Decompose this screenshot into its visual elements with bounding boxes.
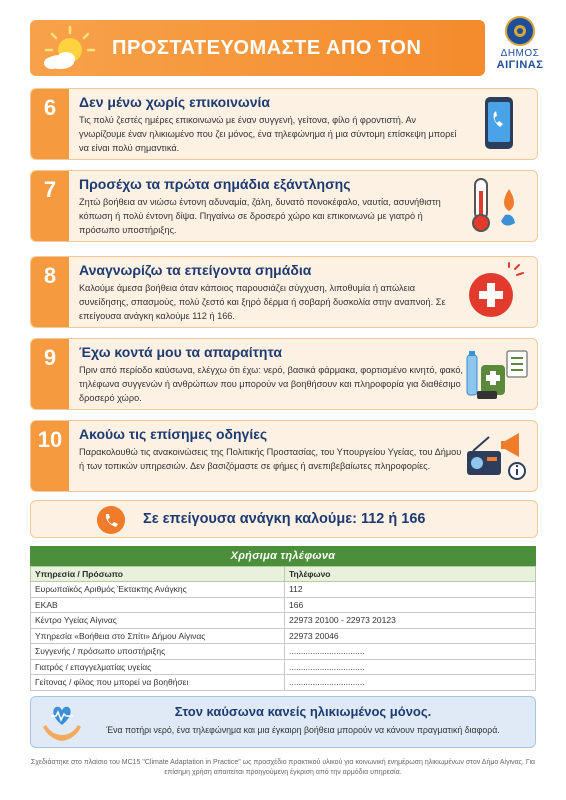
table-cell: Υπηρεσία «Βοήθεια στο Σπίτι» Δήμου Αίγινας <box>31 628 285 644</box>
emergency-text: Σε επείγουσα ανάγκη καλούμε: 112 ή 166 <box>143 511 426 527</box>
table-row <box>31 644 536 660</box>
emergency-kit-icon <box>465 343 531 405</box>
table-cell: Γείτονας / φίλος που μπορεί να βοηθήσει <box>31 675 285 691</box>
tip-number: 8 <box>31 257 69 327</box>
phones-grid <box>30 566 536 691</box>
table-cell: 22973 20046 <box>285 628 536 644</box>
thermometer-icon <box>465 175 531 237</box>
tip-number: 6 <box>31 89 69 159</box>
tip-number: 9 <box>31 339 69 409</box>
table-cell: ΕΚΑΒ <box>31 597 285 613</box>
tip-title: Προσέχω τα πρώτα σημάδια εξάντλησης <box>79 176 351 192</box>
table-cell: Ευρωπαϊκός Αριθμός Έκτακτης Ανάγκης <box>31 582 285 598</box>
table-row <box>31 613 536 629</box>
table-cell: 112 <box>285 582 536 598</box>
column-header: Τηλέφωνο <box>285 567 536 582</box>
logo-line2: ΑΙΓΙΝΑΣ <box>496 59 544 71</box>
tip-body: Πριν από περίοδο καύσωνα, ελέγχω ότι έχω: νερό, βασικά φάρμακα, φορτισμένο κινητό, φακό, τηλέφωνα συγγενών ή ανθρώπων που μπορούν να βοηθήσουν και πληροφορία για διαθέσιμο δροσερό χώρο. <box>79 365 463 403</box>
tip-number: 7 <box>31 171 69 241</box>
tip-card-7 <box>30 170 538 242</box>
tip-number: 10 <box>31 421 69 491</box>
table-cell: Συγγενής / πρόσωπο υποστήριξης <box>31 644 285 660</box>
table-cell: 166 <box>285 597 536 613</box>
phones-table <box>30 546 536 691</box>
radio-megaphone-icon <box>465 425 531 487</box>
table-row <box>31 597 536 613</box>
table-header-row <box>31 567 536 582</box>
tip-card-8 <box>30 256 538 328</box>
tip-card-6 <box>30 88 538 160</box>
column-header: Υπηρεσία / Πρόσωπο <box>31 567 285 582</box>
table-row <box>31 675 536 691</box>
tip-title: Έχω κοντά μου τα απαραίτητα <box>79 344 282 360</box>
table-cell: ................................ <box>285 644 536 660</box>
table-row <box>31 659 536 675</box>
closing-subtitle: Ένα ποτήρι νερό, ένα τηλεφώνημα και μια έγκαιρη βοήθεια μπορούν να κάνουν πραγματική διαφορά. <box>106 725 500 735</box>
phones-table-title: Χρήσιμα τηλέφωνα <box>30 546 536 566</box>
tip-title: Αναγνωρίζω τα επείγοντα σημάδια <box>79 262 312 278</box>
logo-line1: ΔΗΜΟΣ <box>500 48 540 59</box>
table-row <box>31 582 536 598</box>
closing-title: Στον καύσωνα κανείς ηλικιωμένος μόνος. <box>174 704 432 719</box>
table-cell: ................................ <box>285 675 536 691</box>
table-cell: Κέντρο Υγείας Αίγινας <box>31 613 285 629</box>
table-cell: 22973 20100 - 22973 20123 <box>285 613 536 629</box>
first-aid-cross-icon <box>465 261 531 323</box>
tip-card-10 <box>30 420 538 492</box>
tip-body: Παρακολουθώ τις ανακοινώσεις της Πολιτικής Προστασίας, του Υπουργείου Υγείας, του Δήμου ή των τοπικών υπηρεσιών. Δεν βασιζόμαστε σε φήμες ή ανεπιβεβαίωτες πληροφορίες. <box>79 447 462 471</box>
footer-note: Σχεδιάστηκε στο πλαίσιο του MC15 "Climate Adaptation in Practice" ως προσχέδιο πρακτικού υλικού για κοινωνική ενημέρωση ηλικιωμένων στον Δήμο Αίγινας. Για επίσημη χρήση απαιτείται προηγούμενη έγκριση από την αρμόδια υπηρεσία. <box>30 759 536 776</box>
table-cell: Γιατρός / επαγγελματίας υγείας <box>31 659 285 675</box>
tip-title: Δεν μένω χωρίς επικοινωνία <box>79 94 271 110</box>
smartphone-icon <box>465 93 531 155</box>
closing-message <box>30 696 536 748</box>
table-cell: ................................ <box>285 659 536 675</box>
page-title: ΠΡΟΣΤΑΤΕΥΟΜΑΣΤΕ ΑΠΟ ΤΟΝ <box>112 37 422 59</box>
tip-card-9 <box>30 338 538 410</box>
municipality-logo <box>490 16 550 78</box>
table-row <box>31 628 536 644</box>
sun-cloud-icon <box>38 24 98 72</box>
emblem-icon <box>505 16 535 46</box>
page-header <box>30 20 485 76</box>
tip-body: Ζητώ βοήθεια αν νιώσω έντονη αδυναμία, ζάλη, δυνατό πονοκέφαλο, ναυτία, ασυνήθιστη κόπωση ή πολύ έντονη δίψα. Πηγαίνω σε δροσερό χώρο και επικοινωνώ με γιατρό ή πρόσωπο υποστήριξης. <box>79 197 441 235</box>
tip-body: Τις πολύ ζεστές ημέρες επικοινωνώ με έναν συγγενή, γείτονα, φίλο ή φροντιστή. Αν γνωρίζουμε έναν ηλικιωμένο που ζει μόνος, ένα τηλεφώνημα ή μια σύντομη επίσκεψη μπορεί να είναι πολύ σημαντικά. <box>79 115 457 153</box>
phone-icon <box>97 506 125 534</box>
tip-body: Καλούμε άμεσα βοήθεια όταν κάποιος παρουσιάζει σύγχυση, λιποθυμία ή απώλεια συνείδησης, σπασμούς, πολύ ζεστό και ξηρό δέρμα ή σοβαρή δυσκολία στην αναπνοή. Σε επείγουσα ανάγκη καλούμε 112 ή 166. <box>79 283 446 321</box>
tip-title: Ακούω τις επίσημες οδηγίες <box>79 426 268 442</box>
emergency-banner <box>30 500 538 538</box>
